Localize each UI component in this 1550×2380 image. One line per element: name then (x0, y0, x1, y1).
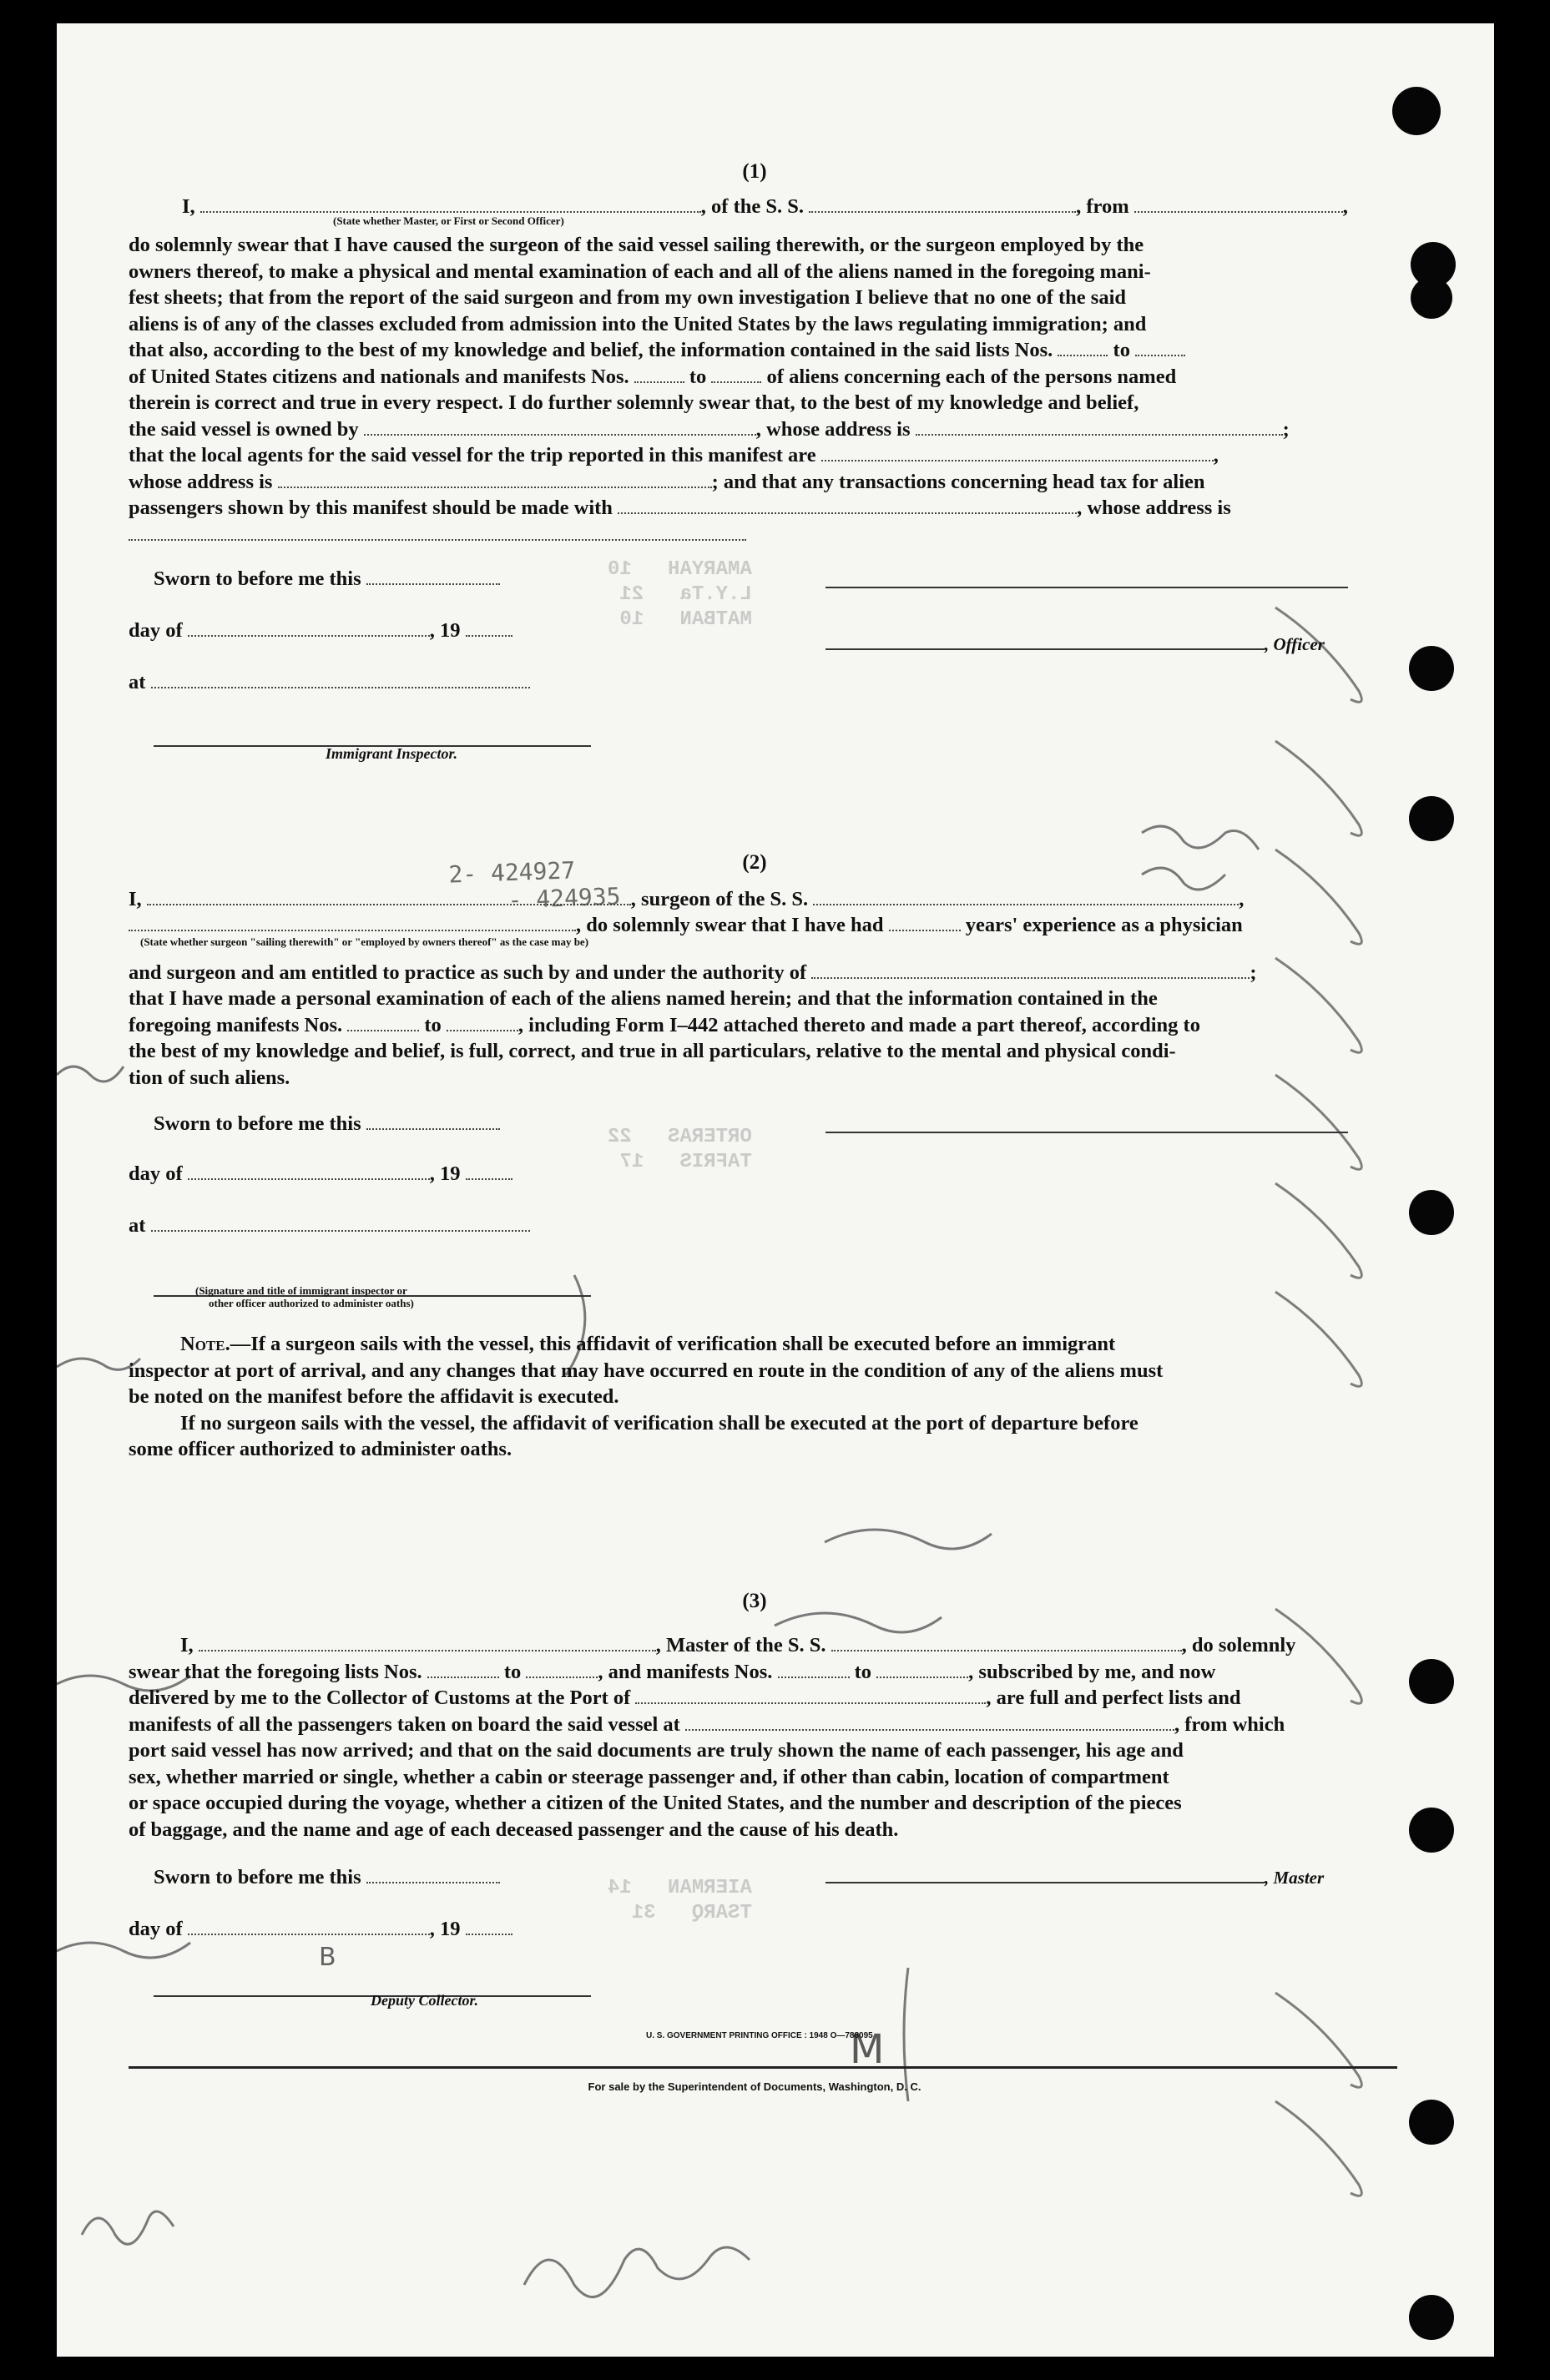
sworn-line (154, 1111, 500, 1137)
ship-name-field[interactable] (813, 889, 1239, 905)
list-to-field[interactable] (526, 1661, 598, 1678)
from-port-field[interactable] (1134, 196, 1343, 213)
section-number: (3) (742, 1589, 767, 1612)
binder-hole (1409, 1659, 1454, 1704)
list-from-field[interactable] (1058, 340, 1108, 356)
sworn-block-3 (129, 1864, 1381, 2040)
manifests-text: of United States citizens and nationals and manifests Nos. (129, 365, 629, 388)
swear-had-label: , do solemnly swear that I have had (576, 914, 884, 936)
whose-address-label: , whose address is (755, 417, 911, 441)
paragraph-line: of baggage, and the name and age of each deceased passenger and the cause of his death. (129, 1818, 899, 1841)
paragraph-line: some officer authorized to administer oaths. (129, 1438, 512, 1460)
owned-by-text: the said vessel is owned by (129, 417, 359, 441)
affidavit-document (129, 23, 1381, 2100)
binder-hole (1392, 87, 1441, 135)
years-field[interactable] (889, 915, 961, 931)
paragraph-line: fest sheets; that from the report of the said surgeon and from my own investigation I believe that no one of the said (129, 286, 1126, 309)
section-2 (129, 850, 1381, 1463)
paragraph-line (129, 469, 1381, 496)
footer-rule (129, 2066, 1397, 2069)
year-field[interactable] (466, 1163, 512, 1180)
paragraph-line: that the local agents for the said vessel for the trip reported in this manifest are , (129, 444, 1219, 466)
paragraph-line (129, 1659, 1381, 1686)
do-solemnly-label: , do solemnly (1181, 1634, 1296, 1656)
year-label: , 19 (429, 1918, 461, 1940)
to-label: to (689, 365, 707, 388)
passengers-text: passengers shown by this manifest should be made with (129, 497, 613, 519)
paragraph-line (129, 1012, 1381, 1039)
at-line (129, 669, 530, 696)
manifest-to-field[interactable] (876, 1661, 968, 1678)
binder-hole (1409, 2295, 1454, 2340)
the-prefix: the (129, 1040, 156, 1062)
officer-note: (State whether Master, or First or Second Officer) (333, 214, 564, 227)
note-block (129, 1331, 1381, 1463)
master-line: I, , of the S. S. , from , (182, 194, 1348, 218)
deputy-collector-label: Deputy Collector. (371, 1992, 478, 2009)
bleed-through-text: ORTERAS 22 TAFRIS 17 (608, 1126, 752, 1173)
surgeon-note: (State whether surgeon "sailing therewith" or "employed by owners thereof" as the case may be) (140, 935, 589, 948)
for-sale-note: For sale by the Superintendent of Documents, Washington, D. C. (588, 2080, 921, 2093)
place-field[interactable] (151, 672, 530, 688)
binder-hole (1411, 277, 1452, 319)
place-field[interactable] (151, 1215, 530, 1232)
year-field[interactable] (466, 1919, 512, 1935)
day-line (129, 1161, 512, 1187)
master-label: , Master (1265, 1868, 1325, 1888)
paragraph-line (129, 1712, 1381, 1738)
paragraph-line: aliens is of any of the classes excluded from admission into the United States by the laws regulating immigration; and (129, 312, 1147, 335)
note-text: —If a surgeon sails with the vessel, this affidavit of verification shall be executed before an immigrant (230, 1333, 1116, 1355)
sworn-day-field[interactable] (366, 1867, 500, 1883)
day-line (129, 1916, 512, 1943)
surgeon-signature-line[interactable] (825, 1114, 1348, 1141)
surgeon-type-field[interactable] (129, 915, 576, 931)
surgeon-name-field[interactable] (147, 889, 631, 905)
note-label: Note. (180, 1333, 230, 1355)
handwritten-letter-b: B (319, 1943, 336, 1972)
officer-line (825, 631, 1325, 658)
paragraph-line: inspector at port of arrival, and any changes that may have occurred en route in the condition of any of the aliens must (129, 1359, 1164, 1382)
surgeon-of-label: , surgeon of the S. S. (630, 887, 809, 910)
from-label: , from (1076, 194, 1129, 218)
delivered-text: delivered by me to the Collector of Customs at the Port of (129, 1687, 631, 1709)
master-of-label: , Master of the S. S. (655, 1634, 826, 1656)
sworn-block-2 (129, 1111, 1381, 1329)
master-name-field[interactable] (199, 1635, 656, 1651)
paragraph-line: be noted on the manifest before the affidavit is executed. (129, 1385, 619, 1408)
manifest-to-field[interactable] (447, 1015, 518, 1031)
sworn-line (154, 566, 500, 592)
handwritten-letter-m: M (850, 2026, 885, 2073)
whose-address-text: whose address is (129, 470, 273, 493)
month-field[interactable] (188, 1919, 430, 1935)
paragraph-line: the said vessel is owned by , whose address is ; (129, 417, 1290, 441)
section-number: (2) (742, 851, 767, 874)
ship-name-field[interactable] (831, 1635, 1182, 1651)
full-perfect-text: , are full and perfect lists and (986, 1687, 1241, 1709)
paragraph-line: tion of such aliens. (129, 1066, 290, 1089)
paragraph-line: do solemnly swear that I have caused the surgeon of the said vessel sailing therewith, or the surgeon employed by the (129, 234, 1144, 256)
i-label: I, (182, 194, 195, 218)
paragraph-line (129, 364, 1381, 391)
embark-port-field[interactable] (685, 1714, 1174, 1731)
best-knowledge-text: best of my knowledge and belief, is full, correct, and true in all particulars, relative to the mental and physical condi- (160, 1040, 1176, 1062)
agents-text: that the local agents for the said vessel for the trip reported in this manifest are (129, 444, 816, 466)
paragraph-line: and surgeon and am entitled to practice as such by and under the authority of ; (129, 961, 1257, 984)
i-label: I, (129, 887, 142, 910)
paragraph-line (129, 1685, 1381, 1712)
manifest-from-field[interactable] (634, 366, 684, 383)
port-field[interactable] (635, 1687, 986, 1704)
sworn-line (154, 1864, 500, 1891)
list-to-field[interactable] (1135, 340, 1185, 356)
paragraph-line (129, 337, 1381, 364)
binder-hole (1409, 1190, 1454, 1235)
inspector-label: Immigrant Inspector. (326, 745, 458, 762)
section-3 (129, 1588, 1381, 2100)
head-tax-agent-field[interactable] (618, 497, 1077, 514)
sworn-day-field[interactable] (366, 1113, 500, 1130)
manifest-from-field[interactable] (778, 1661, 850, 1678)
signature-note (195, 1284, 414, 1309)
at-label: at (129, 671, 146, 693)
ship-name-field[interactable] (809, 196, 1076, 213)
including-form-text: , including Form I–442 attached thereto and made a part thereof, according to (518, 1013, 1200, 1036)
of-ship-label: , of the S. S. (700, 194, 804, 218)
head-tax-address-field[interactable] (129, 524, 746, 541)
paragraph-line (129, 1038, 1381, 1065)
paragraph-line: that I have made a personal examination of each of the aliens named herein; and that the information contained in the (129, 987, 1158, 1010)
paragraph-line: or space occupied during the voyage, whether a citizen of the United States, and the number and description of the pieces (129, 1792, 1182, 1814)
from-which-text: , from which (1174, 1712, 1285, 1736)
month-field[interactable] (188, 620, 430, 637)
paragraph-line (129, 495, 1381, 522)
paragraph-line: owners thereof, to make a physical and mental examination of each and all of the aliens named in the foregoing mani- (129, 260, 1151, 283)
section-1 (129, 159, 1381, 762)
to-label: to (1113, 339, 1130, 361)
experience-line (129, 912, 1381, 939)
of-aliens-text: of aliens concerning each of the persons named (766, 365, 1177, 388)
owner-address-field[interactable] (916, 419, 1283, 436)
bleed-through-text: AMARYAH 10 L.Y.Ta 21 MATBAN 10 (608, 558, 752, 631)
i-label: I, (180, 1634, 194, 1656)
paragraph-line: sex, whether married or single, whether a cabin or steerage passenger and, if other than cabin, location of compartment (129, 1765, 1169, 1788)
surgeon-line: I, , surgeon of the S. S. , (129, 887, 1245, 910)
manifests-passengers-text: manifests of all the passengers taken on board the said vessel at (129, 1712, 680, 1736)
sworn-label: Sworn to before me this (154, 1866, 361, 1888)
paragraph-line: therein is correct and true in every respect. I do further solemnly swear that, to the best of my knowledge and belief, (129, 391, 1139, 414)
whose-address-label: , whose address is (1077, 497, 1231, 519)
subscribed-text: , subscribed by me, and now (968, 1660, 1216, 1683)
bleed-through-text: AIERMAN 14 TSARQ 31 (608, 1877, 752, 1924)
section-number: (1) (742, 160, 767, 183)
binder-hole (1409, 796, 1454, 841)
sworn-label: Sworn to before me this (154, 1112, 361, 1135)
handwritten-number: 2- 424927 (447, 856, 576, 889)
sworn-day-field[interactable] (366, 568, 500, 585)
to-label: to (503, 1660, 522, 1683)
manifests-text: foregoing manifests Nos. (129, 1013, 343, 1036)
master-signature-line (825, 1864, 1324, 1892)
manifest-from-field[interactable] (347, 1015, 419, 1031)
day-of-label: day of (129, 619, 183, 642)
handwritten-number: - 424935 (507, 882, 621, 915)
manifest-to-field[interactable] (711, 366, 761, 383)
at-label: at (129, 1214, 146, 1237)
officer-label: , Officer (1265, 634, 1325, 654)
printing-office-imprint: U. S. GOVERNMENT PRINTING OFFICE : 1948 O—788095 (646, 2031, 873, 2040)
day-of-label: day of (129, 1162, 183, 1185)
years-experience-label: years' experience as a physician (965, 914, 1243, 936)
at-line (129, 1213, 530, 1239)
master-line (129, 1632, 1381, 1659)
year-label: , 19 (429, 1162, 461, 1185)
to-label: to (424, 1013, 442, 1036)
and-manifests-label: , and manifests Nos. (598, 1660, 773, 1683)
year-field[interactable] (466, 620, 512, 637)
paragraph-line: port said vessel has now arrived; and that on the said documents are truly shown the name of each passenger, his age and (129, 1739, 1184, 1762)
lists-text: swear that the foregoing lists Nos. (129, 1660, 422, 1683)
paragraph-line: If no surgeon sails with the vessel, the affidavit of verification shall be executed at the port of departure before (180, 1411, 1139, 1435)
lists-text: that also, according to the best of my knowledge and belief, the information contained in the said lists Nos. (129, 339, 1053, 361)
signature-note-line: other officer authorized to administer oaths) (209, 1297, 414, 1309)
day-of-label: day of (129, 1918, 183, 1940)
binder-hole (1409, 646, 1454, 691)
paragraph-line (180, 1331, 1381, 1358)
agents-address-field[interactable] (278, 471, 712, 488)
paragraph-line (129, 522, 1381, 548)
officer-signature-line[interactable] (825, 569, 1348, 596)
binder-hole (1409, 1808, 1454, 1853)
agents-field[interactable] (821, 445, 1214, 461)
authority-text: and surgeon and am entitled to practice as such by and under the authority of (129, 961, 807, 984)
sworn-block-1 (129, 566, 1381, 762)
binder-hole (1409, 2100, 1454, 2145)
list-from-field[interactable] (427, 1661, 499, 1678)
to-label: to (854, 1660, 872, 1683)
head-tax-text: ; and that any transactions concerning head tax for alien (711, 470, 1205, 493)
day-line (129, 618, 512, 644)
name-field[interactable] (200, 196, 701, 213)
owner-field[interactable] (364, 419, 756, 436)
sworn-label: Sworn to before me this (154, 567, 361, 590)
manifest-page (57, 23, 1494, 2357)
officer-signature-field[interactable] (825, 648, 1265, 650)
authority-field[interactable] (811, 962, 1250, 979)
signature-note-line: (Signature and title of immigrant inspector or (195, 1284, 407, 1297)
year-label: , 19 (429, 619, 461, 642)
master-signature-field[interactable] (825, 1882, 1265, 1883)
month-field[interactable] (188, 1163, 430, 1180)
